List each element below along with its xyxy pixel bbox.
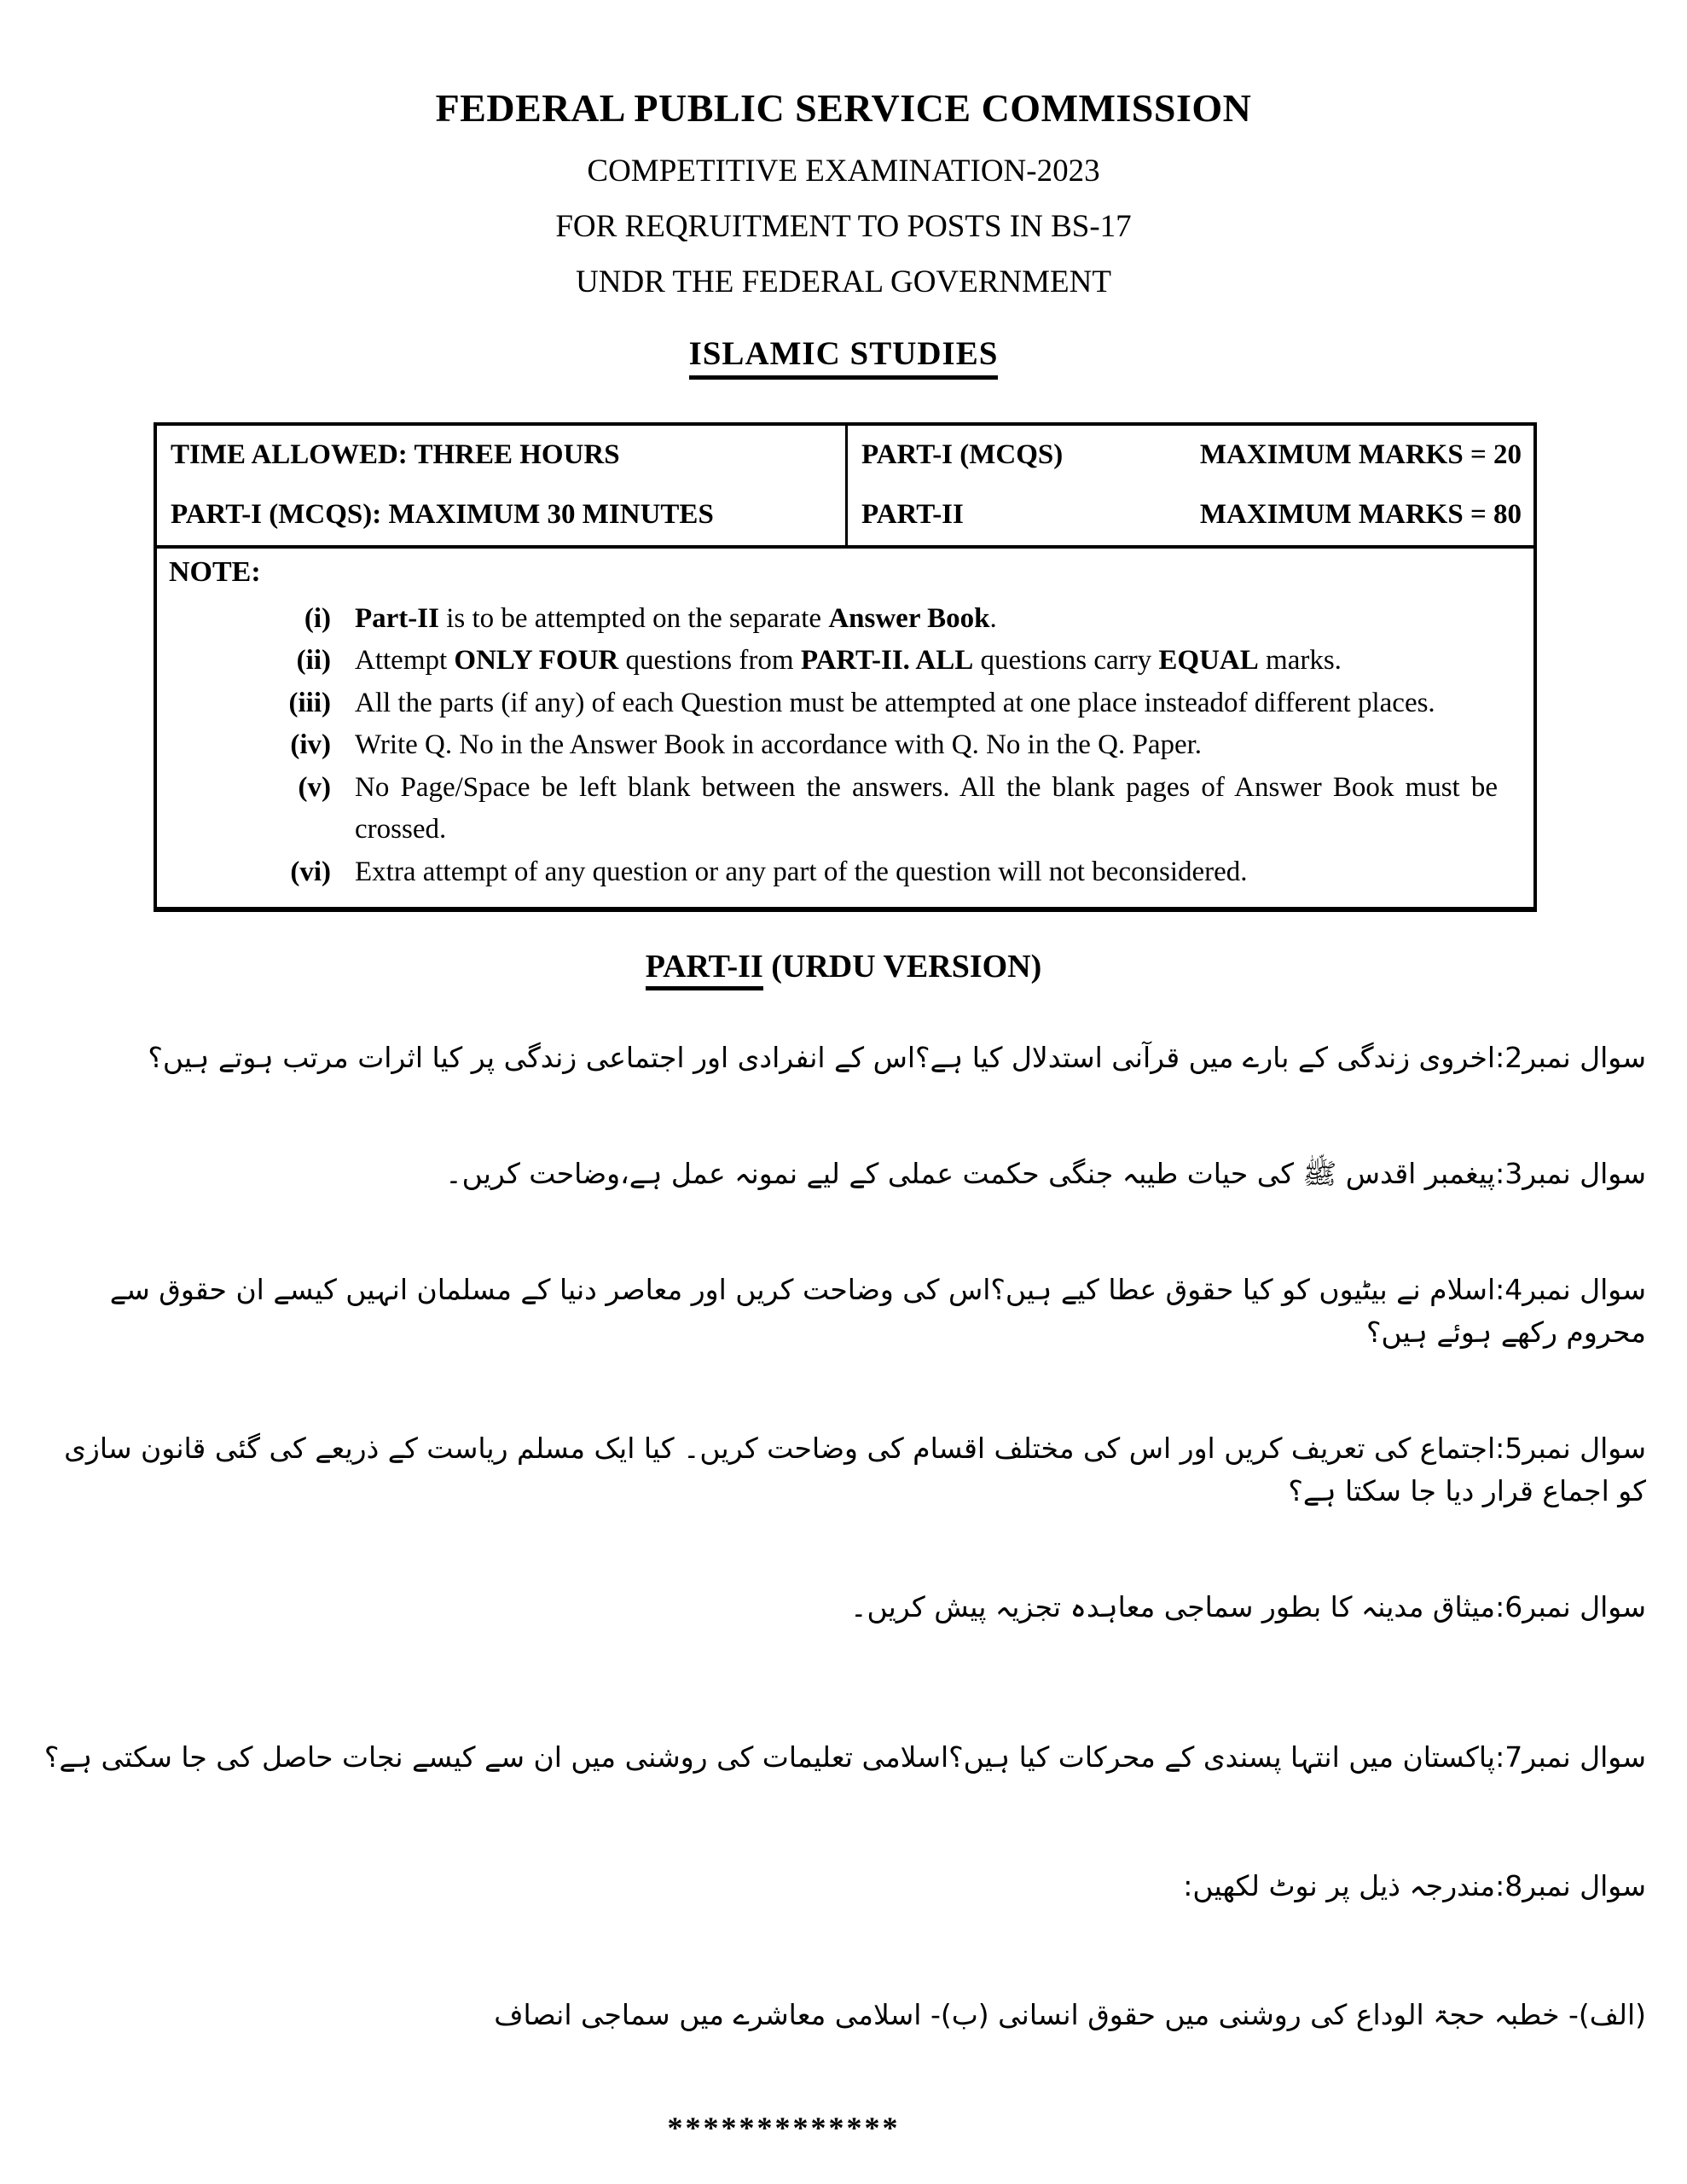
note-item-number: (iv) [290,729,331,761]
note-item-text: Write Q. No in the Answer Book in accordance with Q. No in the Q. Paper. [355,729,1203,761]
recruitment-line: FOR REQRUITMENT TO POSTS IN BS-17 [555,209,1132,244]
note-item-text: No Page/Space be left blank between the answers. All the blank pages of Answer Book must be crossed. [355,771,1498,845]
part1-label: PART-I (MCQS) [861,439,1064,470]
part1-max-marks: MAXIMUM MARKS = 20 [1199,439,1522,470]
note-items [169,598,1522,894]
subject-heading-wrap [0,334,1687,380]
urdu-question-3: سوال نمبر3:پیغمبر اقدس ﷺ کی حیات طیبہ جنگی حکمت عملی کے لیے نمونہ عمل ہے،وضاحت کریں۔ [445,1157,1646,1191]
time-allowed-cell: TIME ALLOWED: THREE HOURS [171,439,620,470]
note-item-ii [169,640,1522,682]
note-item-text: Extra attempt of any question or any part of the question will not beconsidered. [355,856,1248,887]
urdu-question-6: سوال نمبر6:میثاق مدینہ کا بطور سماجی معاہدہ تجزیہ پیش کریں۔ [850,1590,1646,1624]
mcqs-time-cell: PART-I (MCQS): MAXIMUM 30 MINUTES [171,498,714,530]
note-item-v [169,767,1522,851]
subject-heading: ISLAMIC STUDIES [689,334,999,380]
document-header [0,85,1687,380]
note-item-number: (i) [304,602,331,634]
note-item-iii [169,682,1522,725]
part2-label: PART-II [861,498,964,530]
exam-info-box [154,422,1537,912]
urdu-questions-section [0,1037,1687,2036]
government-line: UNDR THE FEDERAL GOVERNMENT [576,264,1111,299]
urdu-question-8: سوال نمبر8:مندرجہ ذیل پر نوٹ لکھیں: [1183,1869,1646,1903]
part2-heading-rest: (URDU VERSION) [762,949,1042,985]
note-item-iv [169,724,1522,767]
urdu-question-7: سوال نمبر7:پاکستان میں انتہا پسندی کے محرکات کیا ہیں؟اسلامی تعلیمات کی روشنی میں ان سے کیسے نجات حاصل کی جا سکتی ہے؟ [43,1740,1646,1774]
exam-name-line: COMPETITIVE EXAMINATION-2023 [587,154,1100,189]
note-item-text: Attempt ONLY FOUR questions from PART-II. ALL questions carry EQUAL marks. [355,645,1342,677]
part2-marks-cell [845,485,1533,545]
urdu-question-8-subparts: (الف)- خطبہ حجۃ الوداع کی روشنی میں حقوق انسانی (ب)- اسلامی معاشرے میں سماجی انصاف [494,1998,1646,2032]
note-label: NOTE: [169,555,261,588]
commission-title: FEDERAL PUBLIC SERVICE COMMISSION [435,86,1252,130]
end-of-paper-stars: ************* [667,2111,901,2146]
note-item-i [169,598,1522,641]
note-item-number: (iii) [288,687,331,718]
urdu-question-4: سوال نمبر4:اسلام نے بیٹیوں کو کیا حقوق عطا کیے ہیں؟اس کی وضاحت کریں اور معاصر دنیا کے مسلمان انہیں کیسے ان حقوق سے محروم رکھے ہوئے ہیں؟ [109,1273,1646,1350]
part1-marks-cell [845,426,1533,485]
note-item-number: (v) [298,771,331,803]
part2-heading-underlined: PART-II [646,949,763,990]
time-marks-table [157,426,1533,549]
note-section [157,549,1533,908]
part2-max-marks: MAXIMUM MARKS = 80 [1199,498,1522,530]
note-item-text: Part-II is to be attempted on the separate Answer Book. [355,602,997,634]
note-item-number: (vi) [290,856,331,887]
note-item-vi [169,851,1522,894]
urdu-question-2: سوال نمبر2:اخروی زندگی کے بارے میں قرآنی استدلال کیا ہے؟اس کے انفرادی اور اجتماعی زندگی پر کیا اثرات مرتب ہوتے ہیں؟ [148,1041,1646,1075]
note-item-text: All the parts (if any) of each Question must be attempted at one place insteadof different places. [355,687,1435,718]
urdu-question-5: سوال نمبر5:اجتماع کی تعریف کریں اور اس کی مختلف اقسام کی وضاحت کریں۔ کیا ایک مسلم ریاست کے ذریعے کی گئی قانون سازی کو اجماع قرار دیا جا سکتا ہے؟ [64,1432,1646,1508]
note-item-number: (ii) [296,645,331,677]
part2-heading [0,948,1687,985]
